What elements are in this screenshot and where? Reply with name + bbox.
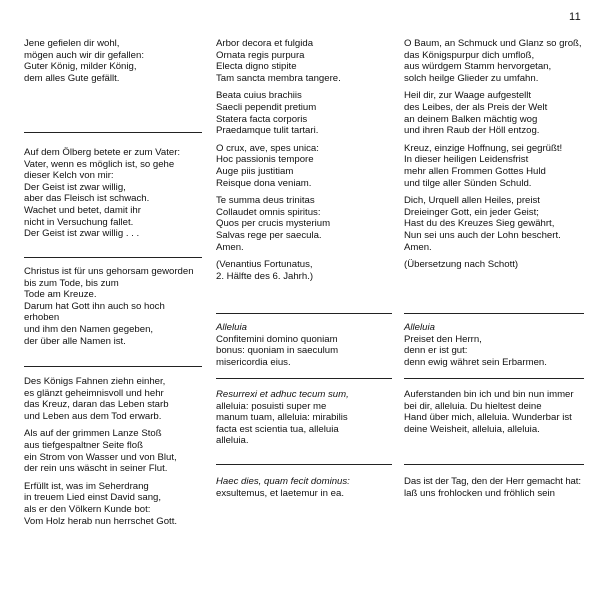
text-line: das Königspurpur dich umfloß, xyxy=(404,49,535,61)
text-line: ein Strom von Wasser und von Blut, xyxy=(24,451,177,463)
text-line: Praedamque tulit tartari. xyxy=(216,125,319,137)
left-section-4 xyxy=(24,376,202,527)
divider-rule xyxy=(216,378,392,379)
text-line: Darum hat Gott ihn auch so hoch xyxy=(24,300,165,312)
text-line: Amen. xyxy=(404,241,432,253)
text-line: laß uns frohlocken und fröhlich sein xyxy=(404,487,555,499)
stanza xyxy=(24,376,202,422)
text-line: aber das Fleisch ist schwach. xyxy=(24,193,150,205)
text-line: Tode am Kreuze. xyxy=(24,289,97,301)
stanza xyxy=(24,266,202,347)
stanza xyxy=(24,38,202,84)
middle-section-1 xyxy=(216,38,392,282)
text-line: der rein uns wäscht in seiner Flut. xyxy=(24,463,168,475)
page-number: 11 xyxy=(568,11,581,23)
stanza xyxy=(404,90,584,136)
divider-rule xyxy=(404,313,584,314)
text-line: und tilge aller Sünden Schuld. xyxy=(404,177,532,189)
stanza xyxy=(216,90,392,136)
text-line: denn ewig währet sein Erbarmen. xyxy=(404,356,547,368)
stanza xyxy=(404,195,584,253)
text-line: Tam sancta membra tangere. xyxy=(216,72,341,84)
stanza xyxy=(24,481,202,527)
text-line: und ihren Raub der Höll entzog. xyxy=(404,125,540,137)
text-line: Wachet und betet, damit ihr xyxy=(24,204,141,216)
text-line: Als auf der grimmen Lanze Stoß xyxy=(24,428,162,440)
text-line: Salvas rege per saecula. xyxy=(216,229,322,241)
text-line: (Übersetzung nach Schott) xyxy=(404,259,519,271)
text-line: bis zum Tode, bis zum xyxy=(24,277,119,289)
text-line: alleluia. xyxy=(216,435,249,447)
text-line: facta est scientia tua, alleluia xyxy=(216,423,339,435)
right-section-4 xyxy=(404,476,584,499)
text-line: Auferstanden bin ich und bin nun immer xyxy=(404,389,574,400)
text-line: Dich, Urquell allen Heiles, preist xyxy=(404,195,540,207)
text-line: aus würdgem Stamm hervorgetan, xyxy=(404,61,552,73)
text-line: Der Geist ist zwar willig . . . xyxy=(24,228,140,240)
divider-rule xyxy=(24,366,202,367)
text-line: nicht in Versuchung fallet. xyxy=(24,216,134,228)
divider-rule xyxy=(24,132,202,133)
text-line: Preiset den Herrn, xyxy=(404,333,482,345)
text-line: aus tiefgespaltner Seite floß xyxy=(24,439,143,451)
stanza xyxy=(404,259,584,271)
text-line: Confitemini domino quoniam xyxy=(216,333,338,345)
divider-rule xyxy=(404,464,584,465)
text-line: es glänzt geheimnisvoll und hehr xyxy=(24,387,164,399)
text-line: Dreieinger Gott, ein jeder Geist; xyxy=(404,206,539,218)
text-line: Vater, wenn es möglich ist, so gehe xyxy=(24,158,175,170)
text-line: Kreuz, einzige Hoffnung, sei gegrüßt! xyxy=(404,142,563,154)
text-line: Guter König, milder König, xyxy=(24,61,137,73)
text-line: misericordia eius. xyxy=(216,356,291,368)
left-section-2 xyxy=(24,147,202,240)
stanza xyxy=(24,147,202,240)
right-section-2 xyxy=(404,322,584,368)
stanza xyxy=(216,259,392,282)
right-column xyxy=(404,0,584,599)
section-heading: Alleluia xyxy=(216,322,247,333)
middle-section-4 xyxy=(216,476,392,499)
right-section-1 xyxy=(404,38,584,271)
text-line: Jene gefielen dir wohl, xyxy=(24,38,120,49)
text-line: 2. Hälfte des 6. Jahrh.) xyxy=(216,270,314,282)
text-line: Des Königs Fahnen ziehn einher, xyxy=(24,376,166,387)
text-line: Electa digno stipite xyxy=(216,61,297,73)
stanza xyxy=(404,38,584,84)
text-line: O Baum, an Schmuck und Glanz so groß, xyxy=(404,38,582,49)
middle-section-3 xyxy=(216,389,392,447)
middle-section-2 xyxy=(216,322,392,368)
text-line: das Kreuz, daran das Leben starb xyxy=(24,399,169,411)
text-line: Christus ist für uns gehorsam geworden xyxy=(24,266,194,277)
text-line: und ihm den Namen gegeben, xyxy=(24,323,154,335)
text-line: in treuem Lied einst David sang, xyxy=(24,492,162,504)
section-heading: Resurrexi et adhuc tecum sum, xyxy=(216,389,349,400)
text-line: Hand über mich, alleluia. Wunderbar ist xyxy=(404,412,572,424)
right-section-3 xyxy=(404,389,584,435)
text-line: O crux, ave, spes unica: xyxy=(216,142,319,154)
text-line: an deinem Balken mächtig wog xyxy=(404,113,538,125)
middle-column xyxy=(216,0,392,599)
text-line: Nun sei uns auch der Lohn beschert. xyxy=(404,229,561,241)
text-line: bei dir, alleluia. Du hieltest deine xyxy=(404,400,542,412)
text-line: alleluia: posuisti super me xyxy=(216,400,327,412)
left-section-1 xyxy=(24,38,202,84)
text-line: deine Weisheit, alleluia, alleluia. xyxy=(404,423,540,435)
text-line: bonus: quoniam in saeculum xyxy=(216,345,339,357)
text-line: dem alles Gute gefällt. xyxy=(24,72,120,84)
divider-rule xyxy=(24,257,202,258)
text-line: solch heilge Glieder zu umfahn. xyxy=(404,72,539,84)
text-line: manum tuam, alleluia: mirabilis xyxy=(216,412,348,424)
stanza xyxy=(216,38,392,84)
stanza xyxy=(216,401,392,447)
text-line: Quos per crucis mysterium xyxy=(216,218,331,230)
text-line: und Leben aus dem Tod erwarb. xyxy=(24,410,162,422)
text-line: Vom Holz herab nun herrschet Gott. xyxy=(24,515,178,527)
stanza xyxy=(216,488,392,500)
text-line: Statera facta corporis xyxy=(216,113,308,125)
text-line: Ornata regis purpura xyxy=(216,49,305,61)
text-line: (Venantius Fortunatus, xyxy=(216,259,313,271)
text-line: In dieser heiligen Leidensfrist xyxy=(404,154,529,166)
text-line: Te summa deus trinitas xyxy=(216,195,315,207)
divider-rule xyxy=(404,378,584,379)
text-line: Auge piis justitiam xyxy=(216,165,294,177)
text-line: Auf dem Ölberg betete er zum Vater: xyxy=(24,147,181,158)
stanza xyxy=(216,334,392,369)
text-line: des Leibes, der als Preis der Welt xyxy=(404,101,548,113)
text-line: Saecli pependit pretium xyxy=(216,101,317,113)
text-line: erhoben xyxy=(24,312,60,324)
text-line: Amen. xyxy=(216,241,244,253)
stanza xyxy=(404,334,584,369)
text-line: Erfüllt ist, was im Seherdrang xyxy=(24,480,149,492)
stanza xyxy=(216,143,392,189)
text-line: Reisque dona veniam. xyxy=(216,177,312,189)
text-line: als er den Völkern Kunde bot: xyxy=(24,503,151,515)
text-line: Heil dir, zur Waage aufgestellt xyxy=(404,90,532,102)
text-line: Hoc passionis tempore xyxy=(216,154,314,166)
stanza xyxy=(404,143,584,189)
stanza xyxy=(404,389,584,435)
stanza xyxy=(24,428,202,474)
divider-rule xyxy=(216,313,392,314)
text-line: mögen auch wir dir gefallen: xyxy=(24,49,144,61)
text-line: dieser Kelch von mir: xyxy=(24,170,114,182)
section-heading: Alleluia xyxy=(404,322,435,333)
text-line: Arbor decora et fulgida xyxy=(216,38,314,49)
text-line: Collaudet omnis spiritus: xyxy=(216,206,321,218)
left-column xyxy=(24,0,202,599)
text-line: exsultemus, et laetemur in ea. xyxy=(216,487,344,499)
left-section-3 xyxy=(24,266,202,347)
section-heading: Haec dies, quam fecit dominus: xyxy=(216,476,350,487)
text-line: Hast du des Kreuzes Sieg gewährt, xyxy=(404,218,555,230)
text-line: Der Geist ist zwar willig, xyxy=(24,181,126,193)
divider-rule xyxy=(216,464,392,465)
text-line: Das ist der Tag, den der Herr gemacht hat: xyxy=(404,476,581,487)
text-line: der über alle Namen ist. xyxy=(24,335,126,347)
text-line: Beata cuius brachiis xyxy=(216,90,302,102)
text-line: mehr allen Frommen Gottes Huld xyxy=(404,165,546,177)
stanza xyxy=(216,195,392,253)
stanza xyxy=(404,476,584,499)
text-line: denn er ist gut: xyxy=(404,345,468,357)
